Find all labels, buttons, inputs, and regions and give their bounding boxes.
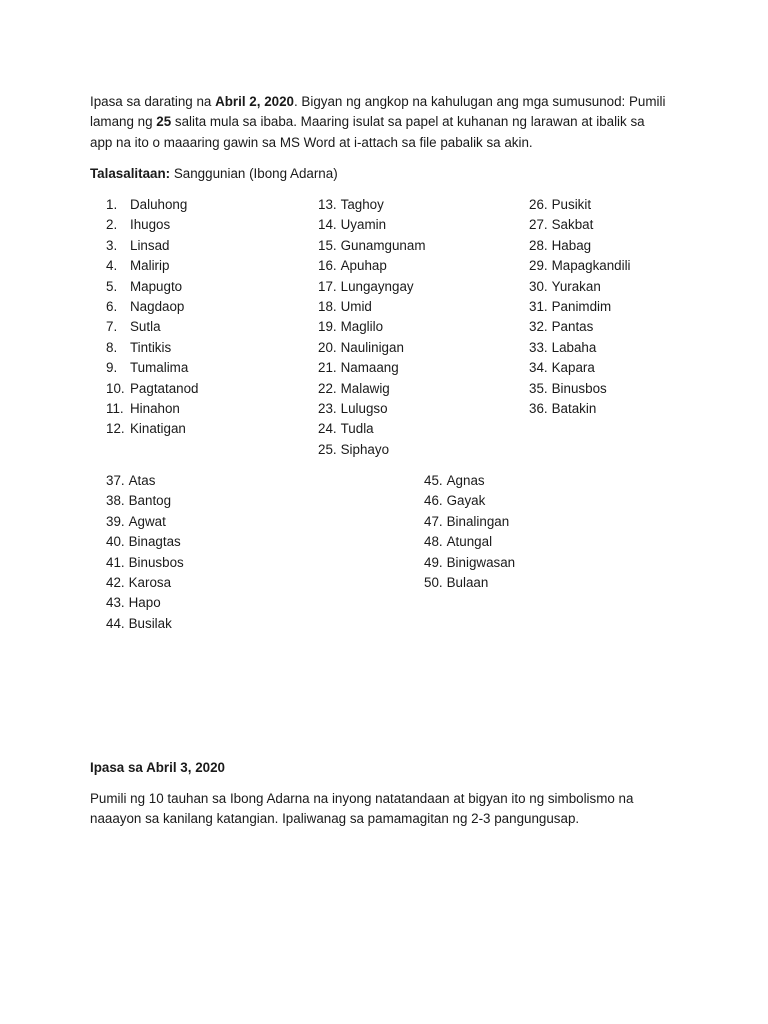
list-item (318, 338, 425, 358)
list-item (106, 593, 184, 613)
intro-text: salita mula sa ibaba. Maaring isulat sa papel at kuhanan ng larawan at ibalik sa (171, 114, 645, 130)
word-list-column-3 (529, 195, 631, 419)
list-item (318, 379, 425, 399)
vocabulary-word: Atas (128, 473, 156, 488)
intro-text: lamang ng (90, 114, 157, 130)
list-item (529, 195, 631, 215)
vocabulary-word: Labaha (551, 339, 597, 355)
list-item (318, 277, 425, 297)
list-item (106, 553, 184, 573)
vocabulary-word: Kapara (551, 360, 595, 376)
vocabulary-word: Kinatigan (130, 421, 186, 437)
vocabulary-word: Agnas (446, 473, 485, 488)
vocabulary-heading (90, 164, 338, 184)
list-item (106, 614, 184, 634)
vocabulary-word: Lulugso (340, 400, 388, 416)
item-number: 41. (106, 554, 125, 570)
vocabulary-word: Binusbos (551, 380, 607, 396)
item-number: 14. (318, 217, 337, 233)
list-item (318, 317, 425, 337)
list-item (106, 379, 199, 399)
item-number: 9. (106, 360, 118, 376)
item-number: 28. (529, 237, 548, 253)
vocabulary-word: Bulaan (446, 574, 489, 590)
list-item (318, 297, 425, 317)
instruction-line: naaayon sa kanilang katangian. Ipaliwanag sa pamamagitan ng 2-3 pangungusap. (90, 811, 580, 827)
vocabulary-word: Naulinigan (340, 339, 404, 355)
vocabulary-word: Sakbat (551, 217, 594, 233)
list-item (318, 358, 425, 378)
item-number: 42. (106, 574, 125, 590)
word-list-column-4 (106, 471, 184, 634)
list-item (529, 236, 631, 256)
item-number: 6. (106, 298, 118, 314)
item-number: 15. (318, 237, 337, 253)
vocabulary-word: Linsad (130, 237, 170, 253)
list-item (318, 215, 425, 235)
second-assignment-title: Ipasa sa Abril 3, 2020 (90, 760, 225, 775)
vocabulary-word: Daluhong (130, 197, 188, 212)
vocabulary-word: Taghoy (340, 197, 384, 212)
list-item (424, 491, 515, 511)
item-number: 49. (424, 554, 443, 570)
item-number: 23. (318, 400, 337, 416)
item-number: 11. (106, 400, 124, 416)
vocabulary-word: Pagtatanod (130, 380, 199, 396)
list-item (106, 297, 199, 317)
item-number: 1. (106, 197, 118, 212)
item-number: 13. (318, 197, 337, 212)
list-item (106, 532, 184, 552)
list-item (106, 256, 199, 276)
list-item (318, 419, 425, 439)
vocabulary-word: Batakin (551, 400, 597, 416)
vocabulary-word: Umid (340, 298, 372, 314)
vocabulary-word: Malirip (130, 258, 170, 274)
vocabulary-word: Ihugos (130, 217, 171, 233)
list-item (106, 277, 199, 297)
item-number: 2. (106, 217, 118, 233)
list-item (106, 419, 199, 439)
vocabulary-word: Binalingan (446, 513, 510, 529)
vocabulary-label: Talasalitaan: (90, 166, 171, 181)
list-item (318, 440, 425, 460)
list-item (424, 471, 515, 491)
item-number: 10. (106, 380, 125, 396)
item-number: 21. (318, 360, 337, 376)
list-item (318, 236, 425, 256)
intro-text: Ipasa sa darating na (90, 94, 216, 109)
vocabulary-word: Gayak (446, 493, 486, 509)
item-number: 46. (424, 493, 443, 509)
item-number: 12. (106, 421, 125, 437)
vocabulary-word: Busilak (128, 615, 172, 631)
vocabulary-word: Bantog (128, 493, 172, 509)
vocabulary-word: Habag (551, 237, 592, 253)
second-assignment-instructions (90, 789, 690, 830)
list-item (529, 317, 631, 337)
vocabulary-word: Apuhap (340, 258, 387, 274)
list-item (424, 532, 515, 552)
word-count: 25 (156, 114, 172, 130)
word-list-column-5 (424, 471, 515, 593)
list-item (529, 215, 631, 235)
list-item (529, 338, 631, 358)
vocabulary-word: Yurakan (551, 278, 601, 294)
item-number: 19. (318, 319, 337, 335)
item-number: 47. (424, 513, 443, 529)
vocabulary-word: Binusbos (128, 554, 184, 570)
vocabulary-topic: Sanggunian (Ibong Adarna) (170, 166, 338, 181)
list-item (318, 256, 425, 276)
item-number: 44. (106, 615, 125, 631)
vocabulary-word: Namaang (340, 360, 399, 376)
list-item (424, 553, 515, 573)
item-number: 32. (529, 319, 548, 335)
item-number: 39. (106, 513, 125, 529)
intro-text: . Bigyan ng angkop na kahulugan ang mga sumusunod: Pumili (293, 94, 666, 109)
vocabulary-word: Mapagkandili (551, 258, 631, 274)
list-item (318, 399, 425, 419)
vocabulary-word: Sutla (130, 319, 161, 335)
item-number: 4. (106, 258, 118, 274)
vocabulary-word: Malawig (340, 380, 390, 396)
list-item (106, 471, 184, 491)
vocabulary-word: Atungal (446, 534, 493, 550)
item-number: 17. (318, 278, 337, 294)
vocabulary-word: Gunamgunam (340, 237, 426, 253)
item-number: 20. (318, 339, 337, 355)
item-number: 22. (318, 380, 337, 396)
list-item (529, 358, 631, 378)
vocabulary-word: Uyamin (340, 217, 387, 233)
deadline-date: Abril 2, 2020 (215, 94, 294, 109)
vocabulary-word: Hapo (128, 595, 161, 611)
item-number: 33. (529, 339, 548, 355)
assignment-instructions (90, 92, 690, 153)
list-item (106, 399, 199, 419)
list-item (318, 195, 425, 215)
vocabulary-word: Agwat (128, 513, 166, 529)
vocabulary-word: Nagdaop (130, 298, 185, 314)
list-item (106, 573, 184, 593)
vocabulary-word: Pusikit (551, 197, 592, 212)
item-number: 7. (106, 319, 118, 335)
item-number: 45. (424, 473, 443, 488)
item-number: 25. (318, 441, 337, 457)
item-number: 40. (106, 534, 125, 550)
item-number: 30. (529, 278, 548, 294)
vocabulary-word: Siphayo (340, 441, 390, 457)
list-item (106, 491, 184, 511)
item-number: 38. (106, 493, 125, 509)
item-number: 31. (529, 298, 548, 314)
item-number: 50. (424, 574, 443, 590)
item-number: 5. (106, 278, 118, 294)
list-item (529, 399, 631, 419)
item-number: 18. (318, 298, 337, 314)
item-number: 29. (529, 258, 548, 274)
instruction-line: Pumili ng 10 tauhan sa Ibong Adarna na inyong natatandaan at bigyan ito ng simbolismo na (90, 791, 634, 806)
list-item (106, 236, 199, 256)
item-number: 26. (529, 197, 548, 212)
item-number: 43. (106, 595, 125, 611)
item-number: 27. (529, 217, 548, 233)
vocabulary-word: Tudla (340, 421, 374, 437)
list-item (529, 297, 631, 317)
list-item (529, 277, 631, 297)
vocabulary-word: Hinahon (130, 400, 180, 416)
list-item (106, 512, 184, 532)
item-number: 3. (106, 237, 118, 253)
list-item (106, 195, 199, 215)
vocabulary-word: Tumalima (130, 360, 189, 376)
item-number: 24. (318, 421, 337, 437)
item-number: 16. (318, 258, 337, 274)
vocabulary-word: Lungayngay (340, 278, 414, 294)
vocabulary-word: Pantas (551, 319, 594, 335)
item-number: 8. (106, 339, 118, 355)
item-number: 34. (529, 360, 548, 376)
item-number: 48. (424, 534, 443, 550)
list-item (529, 256, 631, 276)
vocabulary-word: Binagtas (128, 534, 181, 550)
list-item (106, 215, 199, 235)
vocabulary-word: Karosa (128, 574, 172, 590)
vocabulary-word: Maglilo (340, 319, 384, 335)
list-item (106, 338, 199, 358)
list-item (529, 379, 631, 399)
list-item (424, 512, 515, 532)
intro-text: app na ito o maaaring gawin sa MS Word at i-attach sa file pabalik sa akin. (90, 134, 533, 150)
item-number: 36. (529, 400, 548, 416)
list-item (106, 317, 199, 337)
list-item (106, 358, 199, 378)
vocabulary-word: Tintikis (130, 339, 172, 355)
item-number: 37. (106, 473, 125, 488)
item-number: 35. (529, 380, 548, 396)
word-list-column-2 (318, 195, 425, 460)
vocabulary-word: Panimdim (551, 298, 612, 314)
list-item (424, 573, 515, 593)
vocabulary-word: Mapugto (130, 278, 183, 294)
vocabulary-word: Binigwasan (446, 554, 516, 570)
word-list-column-1 (106, 195, 199, 440)
